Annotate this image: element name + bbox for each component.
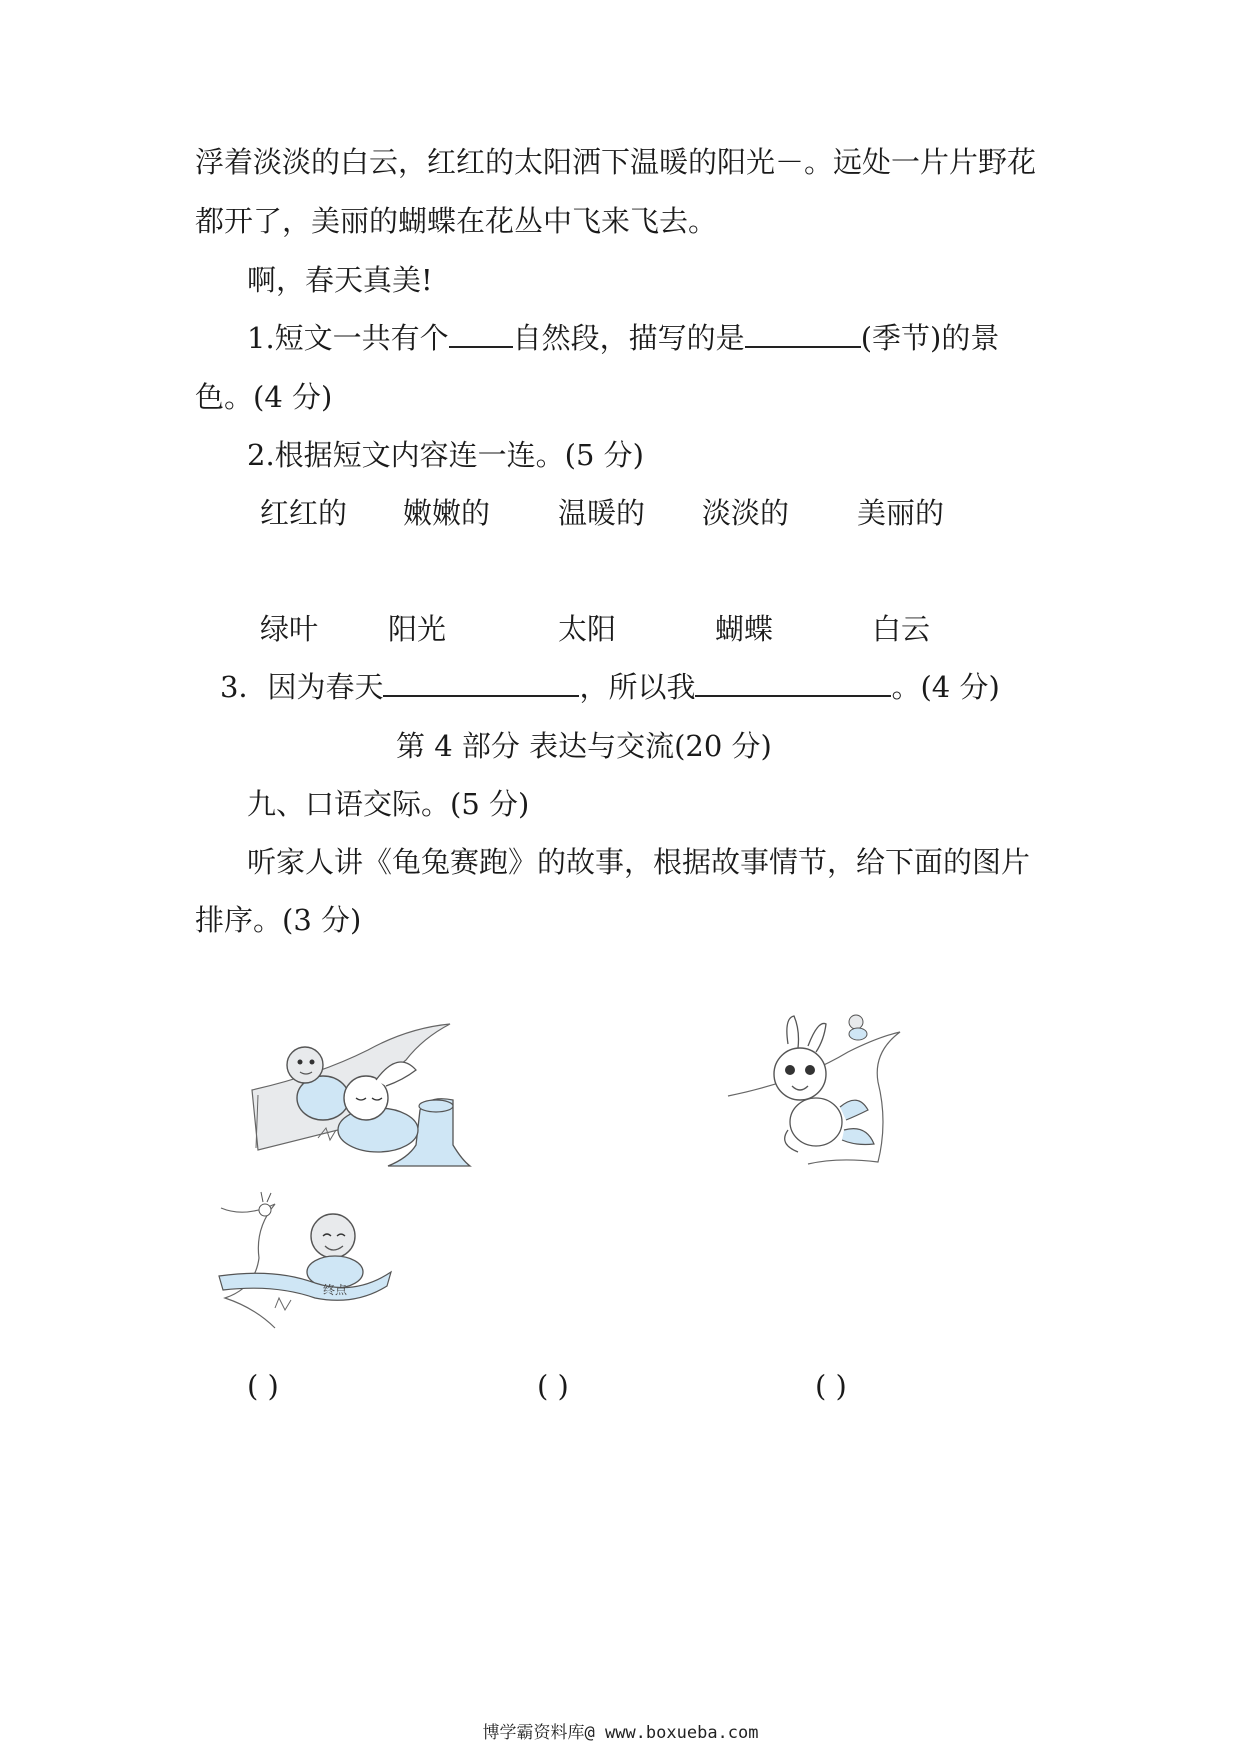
answer-paren-1[interactable]: ( ): [247, 1369, 279, 1403]
footer-watermark: 博学霸资料库@ www.boxueba.com: [482, 1723, 759, 1743]
match-top-word-4[interactable]: 淡淡的: [702, 496, 790, 530]
picture-rabbit-running: [728, 1012, 903, 1172]
match-bottom-word-3[interactable]: 太阳: [558, 612, 617, 646]
passage-line-3: 啊，春天真美!: [247, 263, 433, 297]
q1-text-part3: (季节)的景: [860, 321, 1000, 355]
match-top-word-2[interactable]: 嫩嫩的: [403, 496, 491, 530]
q1-blank-paragraphs[interactable]: [449, 320, 513, 348]
q3-blank-1[interactable]: [383, 669, 579, 697]
question-9-prompt-line-2: 排序。(3 分): [195, 903, 362, 937]
question-3: [220, 667, 1000, 707]
answer-paren-2[interactable]: ( ): [537, 1369, 569, 1403]
q3-blank-2[interactable]: [695, 669, 891, 697]
question-9-prompt-line-1: 听家人讲《龟兔赛跑》的故事，根据故事情节，给下面的图片: [247, 845, 1031, 879]
q3-text-part1: 3．因为春天: [220, 670, 384, 704]
match-top-word-5[interactable]: 美丽的: [857, 496, 945, 530]
passage-line-1: 浮着淡淡的白云，红红的太阳洒下温暖的阳光－。远处一片片野花: [195, 145, 1037, 179]
q3-text-part2: ，所以我: [579, 670, 696, 704]
question-2-prompt: 2.根据短文内容连一连。(5 分): [247, 438, 644, 472]
finish-banner-text: 终点: [323, 1283, 348, 1297]
section-title: 第 4 部分 表达与交流(20 分): [396, 729, 772, 763]
match-top-word-1[interactable]: 红红的: [260, 496, 348, 530]
match-bottom-word-5[interactable]: 白云: [872, 612, 931, 646]
q1-text-part2: 自然段，描写的是: [512, 321, 745, 355]
match-bottom-word-2[interactable]: 阳光: [388, 612, 447, 646]
q1-continued: 色。(4 分): [195, 380, 333, 414]
picture-tortoise-finish: [215, 1188, 395, 1338]
q1-blank-season[interactable]: [745, 320, 861, 348]
answer-paren-3[interactable]: ( ): [815, 1369, 847, 1403]
match-top-word-3[interactable]: 温暖的: [558, 496, 646, 530]
q3-text-part3: 。(4 分): [891, 670, 1000, 704]
match-bottom-word-4[interactable]: 蝴蝶: [715, 612, 774, 646]
q1-text-part1: 1.短文一共有个: [247, 321, 449, 355]
picture-rabbit-sleeping: [248, 1020, 483, 1170]
question-1: [247, 318, 999, 358]
question-9-title: 九、口语交际。(5 分): [247, 787, 530, 821]
passage-line-2: 都开了，美丽的蝴蝶在花丛中飞来飞去。: [195, 204, 718, 238]
match-bottom-word-1[interactable]: 绿叶: [260, 612, 319, 646]
